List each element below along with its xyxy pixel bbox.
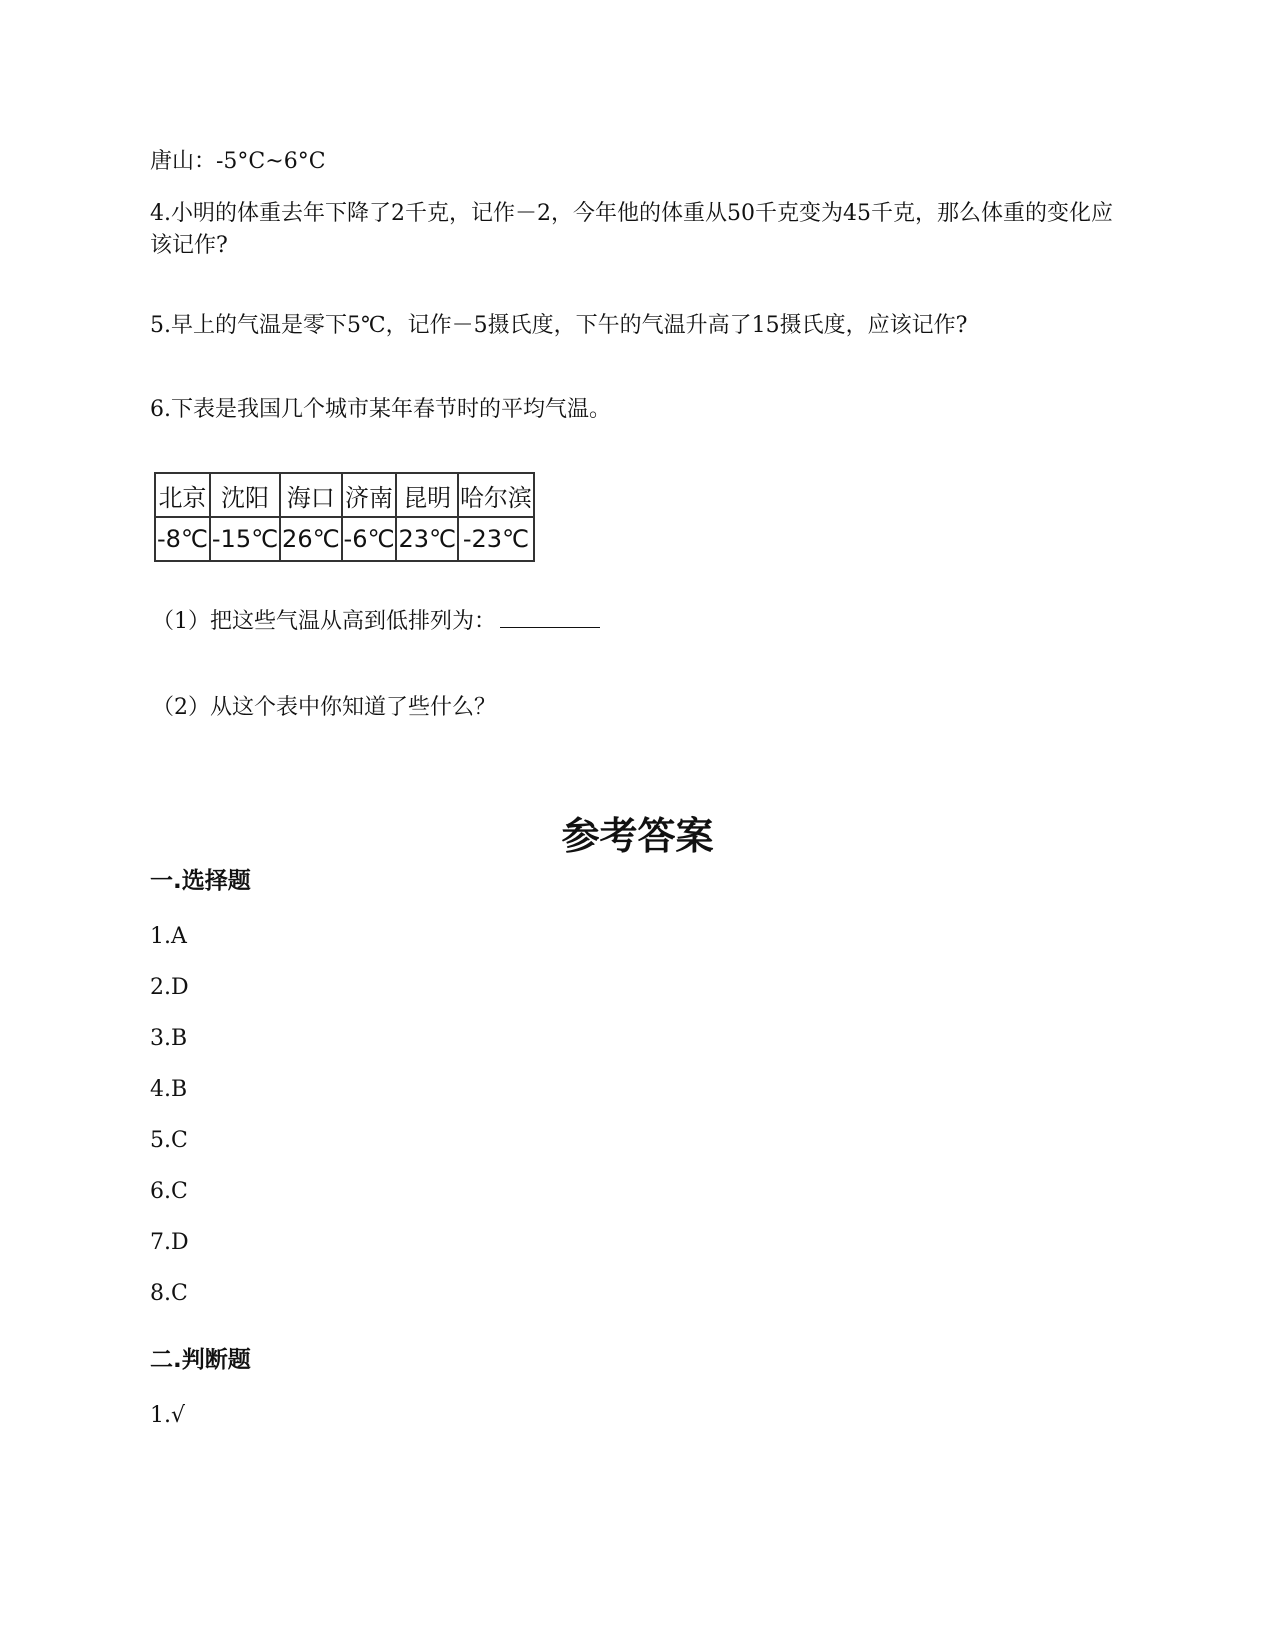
answer-item: 3.B [150, 1026, 188, 1051]
table-cell: -23℃ [458, 517, 534, 561]
answer-item: 1.A [150, 924, 187, 949]
table-cell: 北京 [155, 473, 210, 517]
q3-tail-text: 唐山：-5°C~6°C [150, 149, 326, 174]
table-cell: 哈尔滨 [458, 473, 534, 517]
answer-item: 4.B [150, 1077, 188, 1102]
answer-title: 参考答案 [561, 814, 714, 858]
answer-item: 7.D [150, 1230, 189, 1255]
table-cell: 23℃ [396, 517, 458, 561]
answer-item: 8.C [150, 1281, 188, 1306]
table-row-temps [155, 517, 534, 561]
answer-blank [500, 607, 600, 628]
question-4: 4.小明的体重去年下降了2千克，记作－2，今年他的体重从50千克变为45千克，那么体重的变化应该记作? [150, 201, 1113, 258]
table-cell: 济南 [342, 473, 397, 517]
answer-item: 6.C [150, 1179, 188, 1204]
table-cell: -15℃ [210, 517, 280, 561]
question-6-sub1-text: （1）把这些气温从高到低排列为： [152, 609, 496, 634]
table-row-cities [155, 473, 534, 517]
table-cell: 海口 [280, 473, 342, 517]
table-cell: -8℃ [155, 517, 210, 561]
section-heading-choice: 一.选择题 [150, 868, 251, 894]
table-cell: 26℃ [280, 517, 342, 561]
question-6-sub1 [152, 606, 600, 638]
question-6-stem: 6.下表是我国几个城市某年春节时的平均气温。 [150, 397, 611, 422]
answer-item: 2.D [150, 975, 189, 1000]
table-cell: -6℃ [342, 517, 397, 561]
question-5: 5.早上的气温是零下5℃，记作－5摄氏度，下午的气温升高了15摄氏度，应该记作? [150, 313, 968, 338]
question-6-sub2: （2）从这个表中你知道了些什么？ [152, 695, 496, 720]
answer-item: 5.C [150, 1128, 188, 1153]
section-heading-judgement: 二.判断题 [150, 1347, 251, 1373]
table-cell: 昆明 [396, 473, 458, 517]
answer-item: 1.√ [150, 1403, 186, 1428]
table-cell: 沈阳 [210, 473, 280, 517]
temperature-table [154, 472, 535, 562]
